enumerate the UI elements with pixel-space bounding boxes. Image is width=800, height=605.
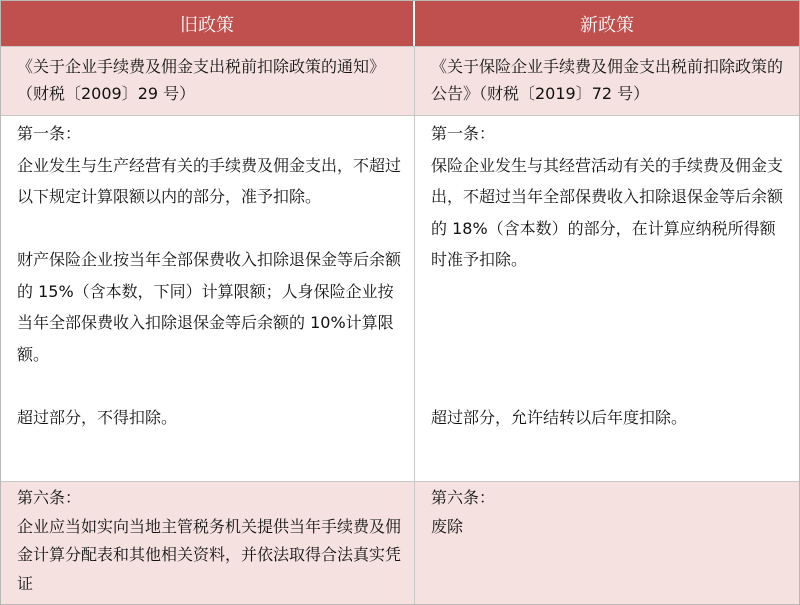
old-policy-header: 旧政策: [1, 1, 415, 46]
old-article-1-paragraph-2: 财产保险企业按当年全部保费收入扣除退保金等后余额的 15%（含本数，下同）计算限额；人身保险企业按当年全部保费收入扣除退保金等后余额的 10%计算限额。: [17, 250, 402, 364]
paragraph-gap: [431, 276, 789, 402]
article-6-row: [1, 482, 799, 604]
old-article-1-title: 第一条：: [17, 124, 82, 143]
old-article-6-title: 第六条：: [17, 488, 82, 507]
new-policy-source: 《关于保险企业手续费及佣金支出税前扣除政策的公告》（财税〔2019〕72 号）: [431, 57, 784, 103]
old-article-6: [1, 482, 415, 604]
new-article-1: [415, 116, 799, 481]
paragraph-gap: [17, 370, 404, 402]
new-article-6-title: 第六条：: [431, 488, 496, 507]
new-article-6-paragraph: 废除: [431, 516, 464, 536]
old-article-1-paragraph-1: 企业发生与生产经营有关的手续费及佣金支出，不超过以下规定计算限额以内的部分，准予扣除。: [17, 155, 402, 206]
new-article-6: [415, 482, 799, 604]
old-article-6-paragraph: 企业应当如实向当地主管税务机关提供当年手续费及佣金计算分配表和其他相关资料，并依法取得合法真实凭证: [17, 516, 402, 593]
source-row: [1, 47, 799, 116]
new-article-1-title: 第一条：: [431, 124, 496, 143]
old-article-1: [1, 116, 415, 481]
old-article-1-paragraph-3: 超过部分，不得扣除。: [17, 407, 178, 427]
paragraph-gap: [17, 213, 404, 245]
old-policy-source: 《关于企业手续费及佣金支出税前扣除政策的通知》（财税〔2009〕29 号）: [1, 47, 415, 115]
header-row: [1, 1, 799, 47]
new-article-1-paragraph-3: 超过部分，允许结转以后年度扣除。: [431, 407, 688, 427]
new-article-1-paragraph-1: 保险企业发生与其经营活动有关的手续费及佣金支出，不超过当年全部保费收入扣除退保金等后余额的 18%（含本数）的部分，在计算应纳税所得额时准予扣除。: [431, 155, 784, 269]
article-1-row: [1, 116, 799, 482]
new-policy-header: 新政策: [580, 14, 634, 36]
